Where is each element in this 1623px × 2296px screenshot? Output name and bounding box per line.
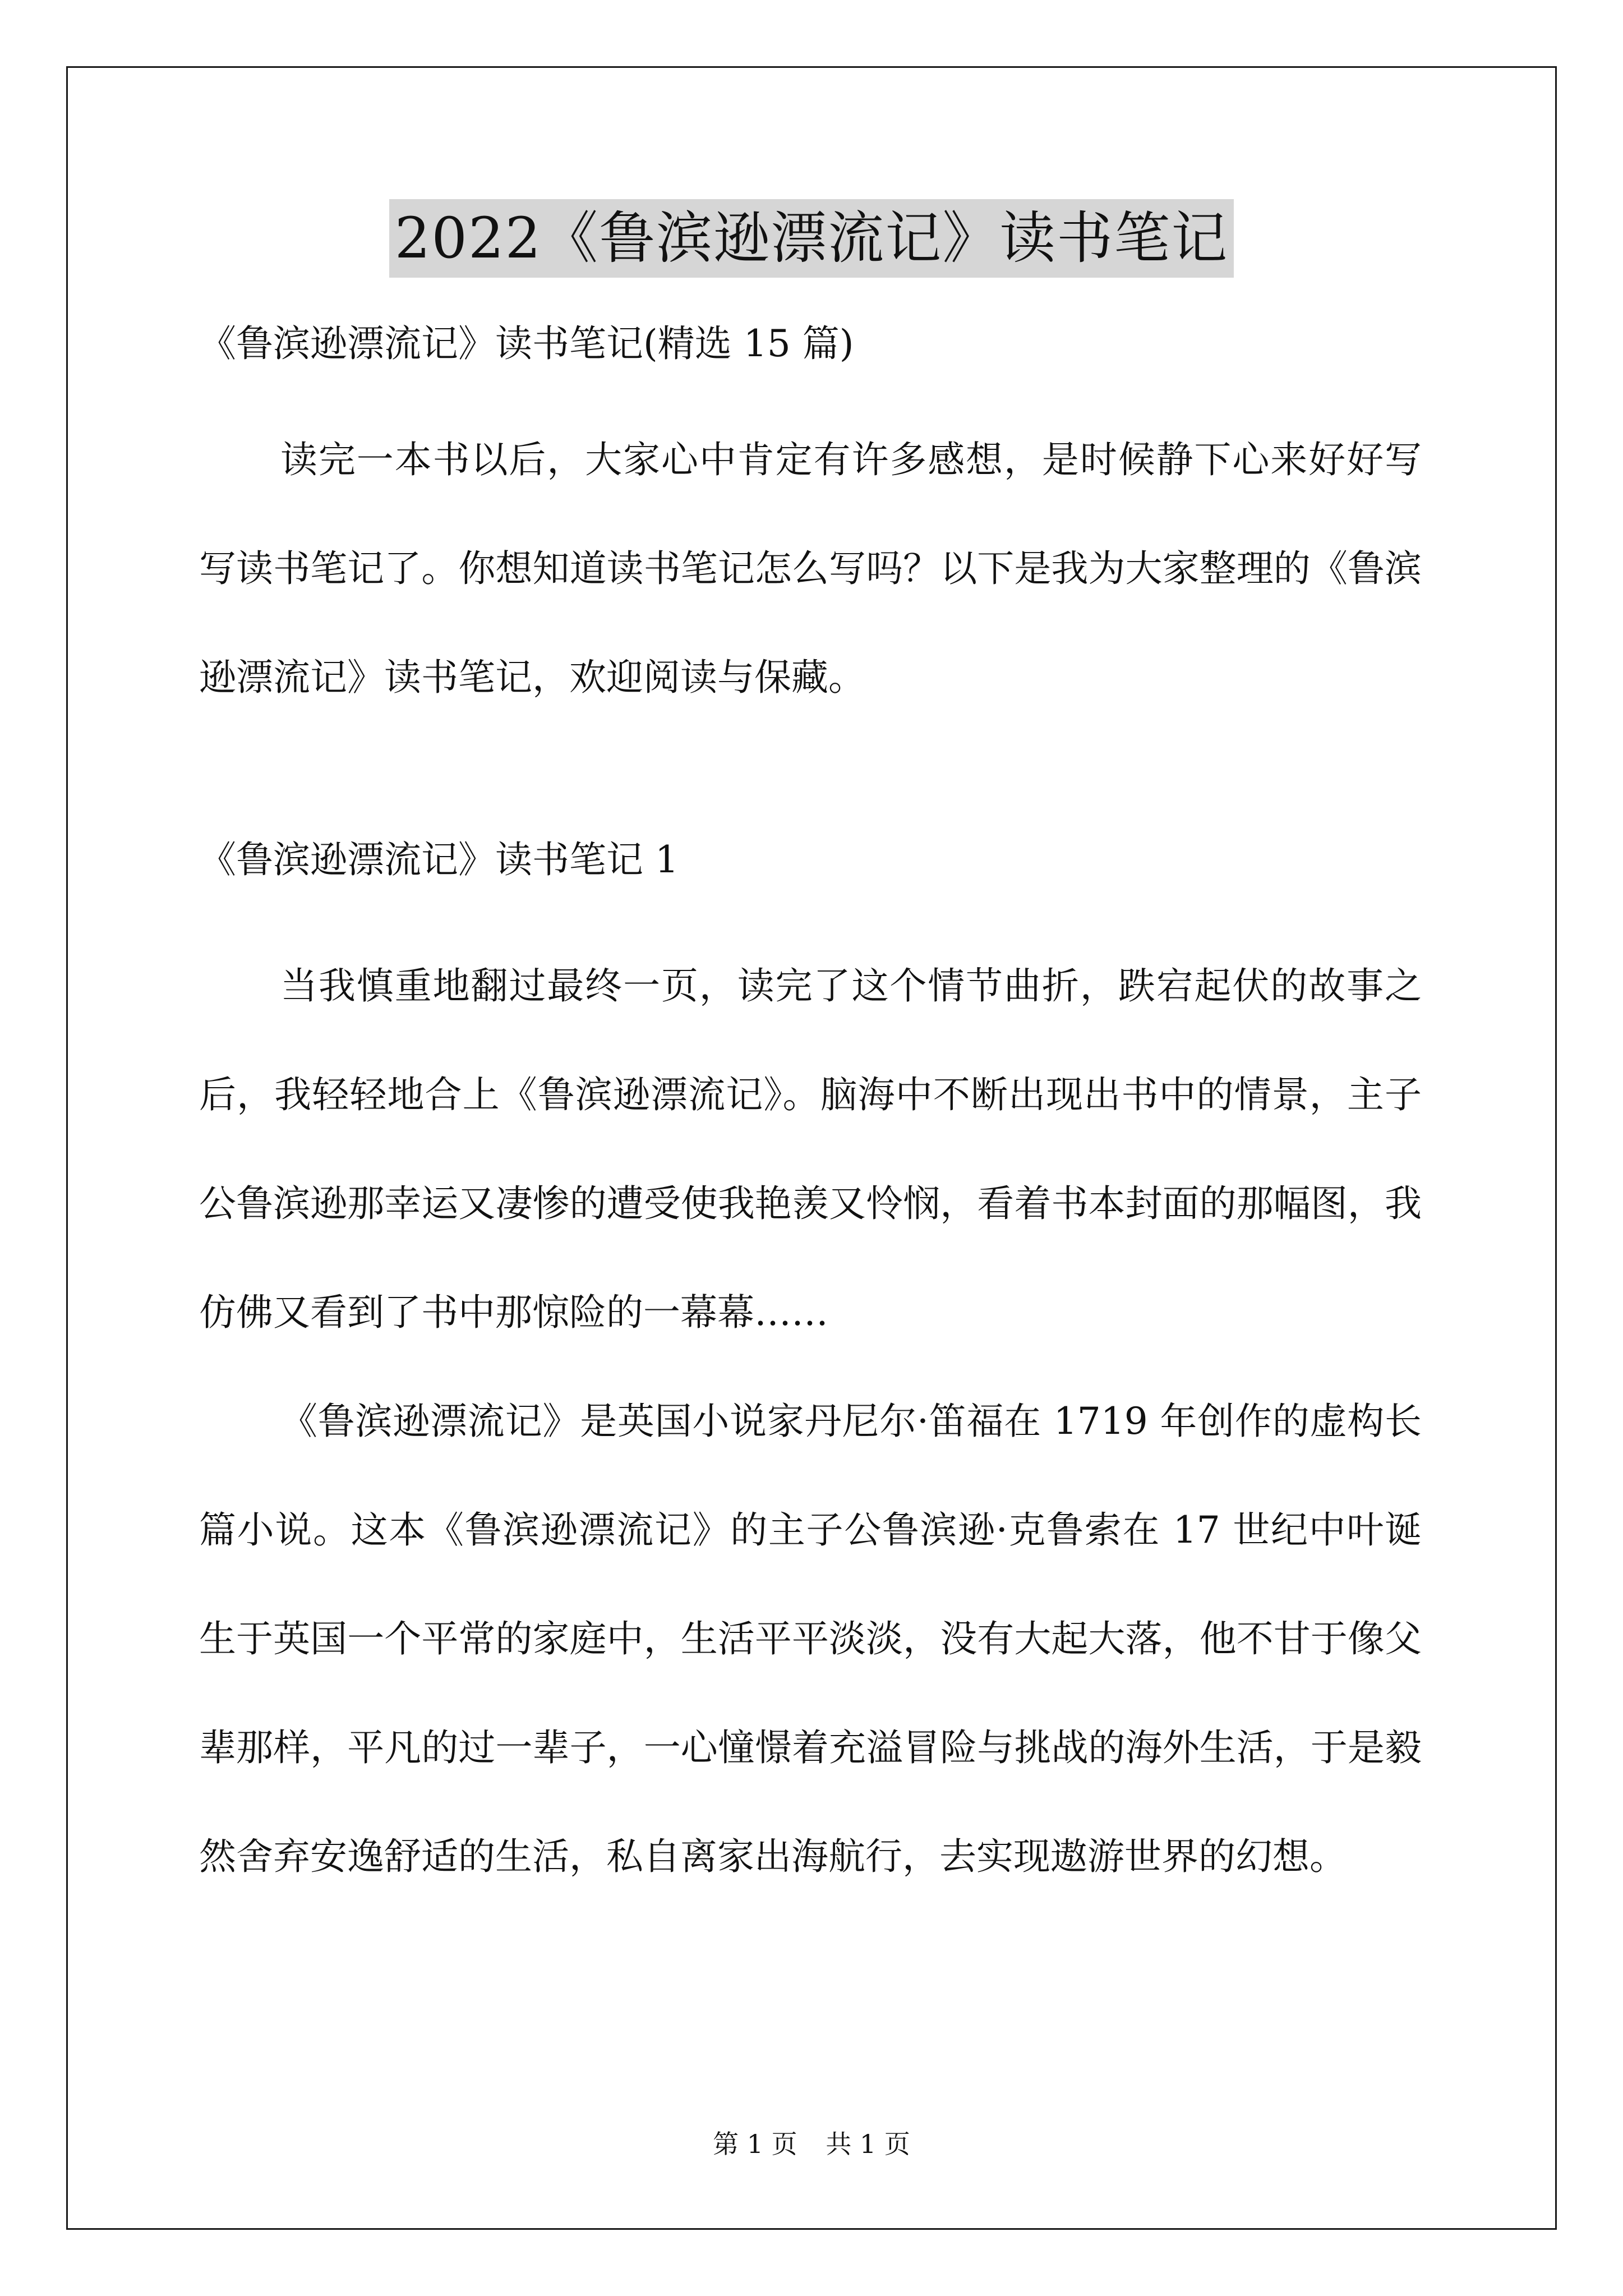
- page-number: 第 1 页: [713, 2129, 797, 2159]
- intro-paragraph: 读完一本书以后，大家心中肯定有许多感想，是时候静下心来好好写写读书笔记了。你想知道读书笔记怎么写吗？以下是我为大家整理的《鲁滨逊漂流记》读书笔记，欢迎阅读与保藏。: [199, 438, 1422, 699]
- body-paragraph-1: 当我慎重地翻过最终一页，读完了这个情节曲折，跌宕起伏的故事之后，我轻轻地合上《鲁滨逊漂流记》。脑海中不断出现出书中的情景，主子公鲁滨逊那幸运又凄惨的遭受使我艳羡又怜悯，看着书本封面的那幅图，我仿佛又看到了书中那惊险的一幕幕……: [199, 964, 1422, 1334]
- document-body: [199, 306, 1422, 1911]
- page-footer: [0, 2127, 1623, 2161]
- title-container: [0, 199, 1623, 278]
- page-total: 共 1 页: [826, 2129, 910, 2159]
- section-heading: 《鲁滨逊漂流记》读书笔记 1: [199, 838, 679, 881]
- document-subtitle: 《鲁滨逊漂流记》读书笔记(精选 15 篇): [199, 322, 854, 365]
- body-paragraph-2: 《鲁滨逊漂流记》是英国小说家丹尼尔·笛福在 1719 年创作的虚构长篇小说。这本《鲁滨逊漂流记》的主子公鲁滨逊·克鲁索在 17 世纪中叶诞生于英国一个平常的家庭中，生活平平淡淡，没有大起大落，他不甘于像父辈那样，平凡的过一辈子，一心憧憬着充溢冒险与挑战的海外生活，于是毅然舍弃安逸舒适的生活，私自离家出海航行，去实现遨游世界的幻想。: [199, 1400, 1422, 1878]
- document-title: 2022《鲁滨逊漂流记》读书笔记: [389, 199, 1234, 278]
